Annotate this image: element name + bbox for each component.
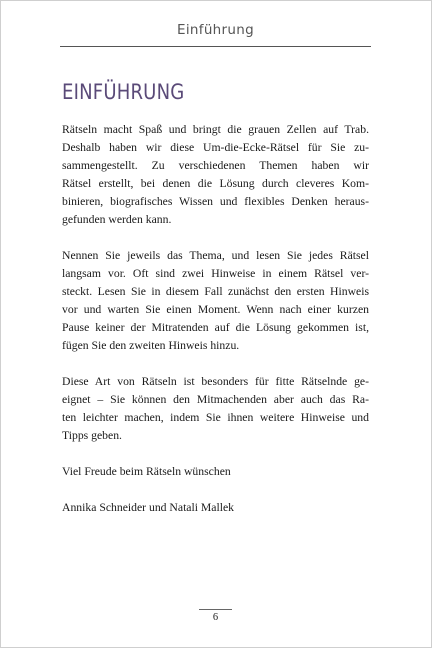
- paragraph-closing: [62, 463, 369, 481]
- text-line: Viel Freude beim Rätseln wünschen: [62, 465, 231, 478]
- paragraph-audience: [62, 373, 369, 445]
- text-line: eignet – Sie können den Mitmachenden aber auch das Ra-: [62, 393, 369, 406]
- text-line: ten leichter machen, indem Sie ihnen weitere Hinweise und: [62, 411, 369, 424]
- page-number: 6: [212, 612, 219, 623]
- text-line: binieren, biografisches Wissen und flexibles Denken heraus-: [62, 195, 369, 208]
- text-line: fügen Sie den zweiten Hinweis hinzu.: [62, 339, 240, 352]
- text-line: steckt. Lesen Sie in diesem Fall zunächst den ersten Hinweis: [62, 285, 369, 298]
- text-line: sammengestellt. Zu verschiedenen Themen haben wir: [62, 159, 369, 172]
- paragraph-instructions: [62, 247, 369, 355]
- paragraph-signature: [62, 499, 369, 517]
- running-head: Einführung: [177, 22, 254, 38]
- text-line: Nennen Sie jeweils das Thema, und lesen Sie jedes Rätsel: [62, 249, 369, 262]
- header-rule: [60, 46, 371, 47]
- text-line: Annika Schneider und Natali Mallek: [62, 501, 235, 514]
- text-line: Rätseln macht Spaß und bringt die grauen Zellen auf Trab.: [62, 123, 369, 136]
- text-line: Tipps geben.: [62, 429, 122, 442]
- text-line: Pause keiner der Mitratenden auf die Lösung gekommen ist,: [62, 321, 369, 334]
- text-line: langsam vor. Oft sind zwei Hinweise in einem Rätsel ver-: [62, 267, 369, 280]
- text-line: Deshalb haben wir diese Um-die-Ecke-Rätsel für Sie zu-: [62, 141, 369, 154]
- text-line: vor und warten Sie einen Moment. Wenn nach einer kurzen: [62, 303, 369, 316]
- text-line: gefunden werden kann.: [62, 213, 172, 226]
- chapter-title: EINFÜHRUNG: [62, 80, 185, 104]
- body-text: [62, 121, 369, 517]
- footer-rule: [199, 609, 232, 610]
- text-line: Rätsel erstellt, bei denen die Lösung durch cleveres Kom-: [62, 177, 369, 190]
- text-line: Diese Art von Rätseln ist besonders für fitte Rätselnde ge-: [62, 375, 369, 388]
- paragraph-intro: [62, 121, 369, 229]
